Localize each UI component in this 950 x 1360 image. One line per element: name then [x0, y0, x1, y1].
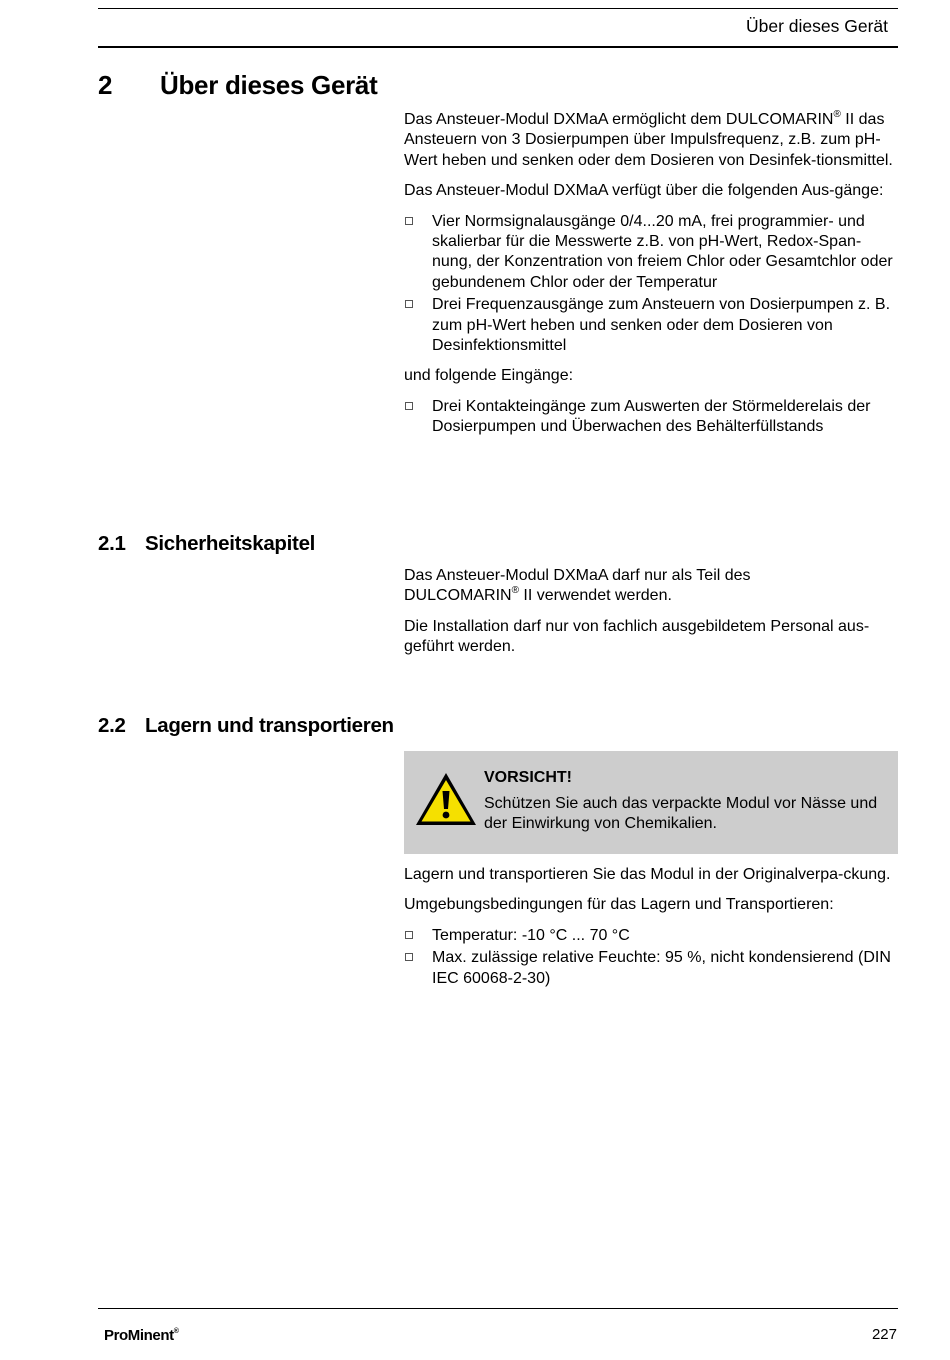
intro-text-rest: das Ansteuern von 3 Dosierpumpen über Impulsfrequenz, z.B. zum pH-Wert heben und senken oder dem Dosieren von Desinfek-tionsmittel. [404, 111, 893, 169]
caution-title: VORSICHT! [484, 769, 572, 786]
list-item [404, 397, 898, 438]
chapter-title: Über dieses Gerät [160, 70, 378, 100]
inputs-intro: und folgende Eingänge: [404, 367, 574, 385]
square-bullet-icon [405, 300, 413, 308]
prominent-logo [104, 1327, 179, 1344]
registered-mark: ® [511, 585, 519, 597]
section-2-1-body [404, 566, 898, 668]
intro-text-suffix: II [840, 111, 855, 128]
conditions-intro: Umgebungsbedingungen für das Lagern und Transportieren: [404, 896, 834, 914]
storage-paragraph: Lagern und transportieren Sie das Modul in der Originalverpa-ckung. [404, 866, 891, 883]
caution-text: Schützen Sie auch das verpackte Modul vor Nässe und der Einwirkung von Chemikalien. [484, 795, 878, 833]
list-item [404, 295, 898, 356]
square-bullet-icon [405, 402, 413, 410]
safety-text-end: II verwendet werden. [518, 587, 672, 605]
section-heading-2-1 [98, 532, 315, 556]
list-item-text: Max. zulässige relative Feuchte: 95 %, nicht kondensierend (DIN IEC 60068-2-30) [432, 949, 891, 987]
section-number: 2.1 [98, 532, 126, 555]
list-item [404, 926, 898, 946]
list-item [404, 212, 898, 294]
list-item-text: Drei Kontakteingänge zum Auswerten der Störmelderelais der Dosierpumpen und Überwachen des Behälterfüllstands [432, 397, 871, 436]
safety-text-start: Das Ansteuer-Modul DXMaA darf nur als Teil des [404, 567, 751, 584]
safety-paragraph-2: Die Installation darf nur von fachlich ausgebildetem Personal aus-geführt werden. [404, 617, 870, 656]
logo-registered-mark: ® [173, 1328, 179, 1335]
list-item [404, 948, 898, 989]
section-title: Sicherheitskapitel [145, 532, 316, 555]
registered-mark: ® [833, 109, 841, 120]
header-bottom-rule [98, 46, 898, 48]
list-item-text: Temperatur: -10 °C ... 70 °C [432, 926, 630, 944]
footer-rule [98, 1308, 898, 1309]
conditions-list [404, 926, 898, 989]
chapter-body [404, 110, 898, 448]
brand-name: DULCOMARIN [404, 587, 512, 605]
intro-text-start: Das Ansteuer-Modul DXMaA ermöglicht dem DULCOMARIN [404, 111, 834, 128]
chapter-number: 2 [98, 70, 113, 100]
intro-paragraph [404, 110, 898, 171]
chapter-heading [98, 70, 377, 101]
list-item-text: Drei Frequenzausgänge zum Ansteuern von Dosierpumpen z. B. zum pH-Wert heben und senken oder dem Dosieren von Desinfektionsmittel [432, 296, 891, 355]
square-bullet-icon [405, 217, 413, 225]
outputs-list [404, 212, 898, 357]
caution-box [404, 751, 898, 854]
list-item-text: Vier Normsignalausgänge 0/4...20 mA, frei programmier- und skalierbar für die Messwerte z.B. von pH-Wert, Redox-Span-nung, der Konzentration von freiem Chlor oder Gesamtchlor oder gebundenem Chlor oder der Temperatur [432, 212, 893, 291]
inputs-list [404, 397, 898, 438]
page-number: 227 [871, 1326, 897, 1343]
warning-triangle-icon [414, 771, 478, 827]
section-2-2-body [404, 865, 898, 999]
section-number: 2.2 [98, 714, 126, 737]
section-title: Lagern und transportieren [145, 714, 394, 737]
logo-text: ProMinent [104, 1327, 174, 1344]
square-bullet-icon [405, 931, 413, 939]
section-heading-2-2 [98, 714, 394, 738]
header-top-rule [98, 8, 898, 9]
running-header-title: Über dieses Gerät [745, 16, 888, 36]
square-bullet-icon [405, 953, 413, 961]
outputs-intro: Das Ansteuer-Modul DXMaA verfügt über die folgenden Aus-gänge: [404, 182, 884, 200]
safety-paragraph-1 [404, 566, 898, 607]
